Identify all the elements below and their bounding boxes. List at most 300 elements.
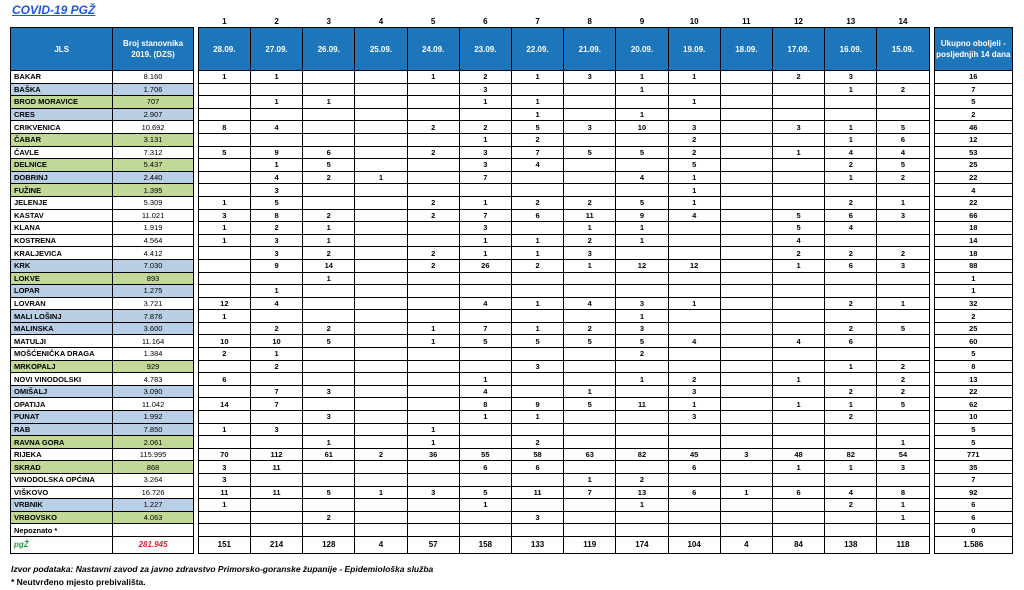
case-count xyxy=(355,259,407,272)
case-count: 3 xyxy=(564,247,616,260)
case-count: 1 xyxy=(877,511,929,524)
case-count xyxy=(772,322,824,335)
population-header: Broj stanovnika 2019. (DZS) xyxy=(113,28,193,71)
case-count: 5 xyxy=(303,159,355,172)
municipality-name: BAŠKA xyxy=(11,83,113,96)
case-count xyxy=(459,524,511,537)
case-count: 14 xyxy=(303,259,355,272)
case-count: 1 xyxy=(511,234,563,247)
case-count xyxy=(303,71,355,84)
case-count xyxy=(668,423,720,436)
case-count: 4 xyxy=(564,297,616,310)
case-count: 9 xyxy=(250,146,302,159)
municipality-name: SKRAD xyxy=(11,461,113,474)
case-count xyxy=(720,474,772,487)
case-count: 1 xyxy=(303,272,355,285)
municipality-name: KASTAV xyxy=(11,209,113,222)
population-value: 1.919 xyxy=(113,222,193,235)
municipality-name: MRKOPALJ xyxy=(11,360,113,373)
case-count: 9 xyxy=(250,259,302,272)
case-count: 6 xyxy=(825,335,877,348)
case-count xyxy=(564,285,616,298)
case-count xyxy=(616,184,668,197)
case-count xyxy=(772,423,824,436)
case-count xyxy=(250,108,302,121)
case-count xyxy=(355,499,407,512)
case-count xyxy=(355,146,407,159)
sum-population: 281.945 xyxy=(113,536,193,553)
total-count: 5 xyxy=(934,423,1012,436)
case-count xyxy=(198,524,250,537)
case-count: 5 xyxy=(459,335,511,348)
case-count: 5 xyxy=(877,322,929,335)
population-value: 1.384 xyxy=(113,348,193,361)
case-count: 4 xyxy=(772,234,824,247)
case-count xyxy=(616,159,668,172)
total-count: 5 xyxy=(934,348,1012,361)
case-count xyxy=(720,385,772,398)
case-count xyxy=(825,285,877,298)
case-count xyxy=(720,71,772,84)
table-row xyxy=(11,234,1013,247)
case-count xyxy=(250,133,302,146)
header-row xyxy=(11,28,1013,71)
case-count: 1 xyxy=(772,461,824,474)
population-value: 3.721 xyxy=(113,297,193,310)
case-count: 11 xyxy=(250,461,302,474)
day-number: 9 xyxy=(639,16,645,26)
case-count xyxy=(668,524,720,537)
case-count xyxy=(355,385,407,398)
table-row xyxy=(11,322,1013,335)
case-count: 2 xyxy=(616,474,668,487)
case-count: 3 xyxy=(198,209,250,222)
case-count xyxy=(877,285,929,298)
date-header: 24.09. xyxy=(407,28,459,71)
case-count xyxy=(198,360,250,373)
case-count xyxy=(825,373,877,386)
total-count: 5 xyxy=(934,436,1012,449)
case-count: 5 xyxy=(459,486,511,499)
day-number: 2 xyxy=(274,16,279,26)
case-count: 1 xyxy=(772,398,824,411)
case-count: 2 xyxy=(877,385,929,398)
case-count xyxy=(355,398,407,411)
case-count: 2 xyxy=(198,348,250,361)
case-count xyxy=(772,133,824,146)
case-count: 7 xyxy=(564,486,616,499)
municipality-name: MATULJI xyxy=(11,335,113,348)
sum-case-count: 4 xyxy=(355,536,407,553)
case-count xyxy=(355,285,407,298)
case-count: 1 xyxy=(250,348,302,361)
table-row xyxy=(11,146,1013,159)
population-value: 3.131 xyxy=(113,133,193,146)
population-value: 16.726 xyxy=(113,486,193,499)
total-count: 60 xyxy=(934,335,1012,348)
case-count: 1 xyxy=(877,436,929,449)
case-count xyxy=(564,511,616,524)
case-count xyxy=(720,423,772,436)
population-value: 3.264 xyxy=(113,474,193,487)
case-count: 5 xyxy=(772,222,824,235)
case-count: 4 xyxy=(772,335,824,348)
case-count: 1 xyxy=(720,486,772,499)
case-count: 9 xyxy=(616,209,668,222)
day-number: 1 xyxy=(222,16,227,26)
case-count: 10 xyxy=(250,335,302,348)
table-row xyxy=(11,171,1013,184)
table-row xyxy=(11,259,1013,272)
case-count: 2 xyxy=(407,259,459,272)
case-count xyxy=(407,133,459,146)
case-count xyxy=(407,373,459,386)
table-row xyxy=(11,247,1013,260)
case-count xyxy=(459,423,511,436)
municipality-name: LOPAR xyxy=(11,285,113,298)
sum-row xyxy=(11,536,1013,553)
total-count: 7 xyxy=(934,83,1012,96)
case-count: 2 xyxy=(825,385,877,398)
case-count: 1 xyxy=(407,71,459,84)
page-title: COVID-19 PGŽ xyxy=(12,3,96,17)
case-count xyxy=(877,96,929,109)
case-count xyxy=(720,436,772,449)
municipality-name: KRK xyxy=(11,259,113,272)
case-count xyxy=(355,423,407,436)
case-count xyxy=(303,373,355,386)
case-count: 1 xyxy=(564,474,616,487)
case-count: 82 xyxy=(825,448,877,461)
case-count xyxy=(355,184,407,197)
total-count: 14 xyxy=(934,234,1012,247)
case-count xyxy=(355,373,407,386)
case-count xyxy=(511,499,563,512)
case-count: 2 xyxy=(668,133,720,146)
day-number: 8 xyxy=(587,16,592,26)
case-count: 2 xyxy=(303,171,355,184)
case-count: 1 xyxy=(772,259,824,272)
case-count: 2 xyxy=(668,373,720,386)
case-count: 3 xyxy=(668,385,720,398)
case-count xyxy=(668,234,720,247)
case-count: 1 xyxy=(250,96,302,109)
case-count xyxy=(564,373,616,386)
case-count: 1 xyxy=(616,499,668,512)
table-row xyxy=(11,310,1013,323)
case-count: 2 xyxy=(825,159,877,172)
total-count: 35 xyxy=(934,461,1012,474)
case-count xyxy=(355,474,407,487)
population-value: 8.160 xyxy=(113,71,193,84)
case-count xyxy=(511,83,563,96)
case-count: 1 xyxy=(877,196,929,209)
case-count xyxy=(720,322,772,335)
case-count: 1 xyxy=(303,96,355,109)
case-count: 1 xyxy=(459,96,511,109)
case-count xyxy=(250,83,302,96)
case-count xyxy=(772,385,824,398)
population-value: 11.164 xyxy=(113,335,193,348)
case-count: 8 xyxy=(877,486,929,499)
case-count xyxy=(407,411,459,424)
case-count: 1 xyxy=(303,436,355,449)
case-count: 2 xyxy=(877,171,929,184)
municipality-name: KOSTRENA xyxy=(11,234,113,247)
case-count: 4 xyxy=(459,297,511,310)
municipality-name: OPATIJA xyxy=(11,398,113,411)
case-count: 1 xyxy=(511,411,563,424)
case-count xyxy=(564,184,616,197)
total-count: 16 xyxy=(934,71,1012,84)
case-count: 3 xyxy=(772,121,824,134)
case-count xyxy=(459,310,511,323)
case-count: 1 xyxy=(511,96,563,109)
table-row xyxy=(11,461,1013,474)
case-count xyxy=(668,499,720,512)
case-count: 12 xyxy=(668,259,720,272)
case-count xyxy=(720,234,772,247)
date-header: 23.09. xyxy=(459,28,511,71)
total-count: 25 xyxy=(934,159,1012,172)
case-count xyxy=(250,499,302,512)
case-count xyxy=(668,310,720,323)
case-count xyxy=(198,411,250,424)
date-header: 21.09. xyxy=(564,28,616,71)
case-count: 1 xyxy=(668,196,720,209)
case-count: 6 xyxy=(511,209,563,222)
total-count: 22 xyxy=(934,196,1012,209)
case-count: 1 xyxy=(355,171,407,184)
case-count: 2 xyxy=(564,322,616,335)
case-count: 4 xyxy=(825,222,877,235)
case-count xyxy=(198,133,250,146)
case-count: 11 xyxy=(564,209,616,222)
case-count xyxy=(772,285,824,298)
case-count: 55 xyxy=(459,448,511,461)
case-count xyxy=(668,272,720,285)
case-count xyxy=(355,247,407,260)
case-count xyxy=(564,272,616,285)
case-count: 2 xyxy=(511,133,563,146)
case-count: 2 xyxy=(877,83,929,96)
case-count xyxy=(564,159,616,172)
municipality-name: ČABAR xyxy=(11,133,113,146)
case-count xyxy=(198,285,250,298)
sum-case-count: 4 xyxy=(720,536,772,553)
case-count: 1 xyxy=(668,71,720,84)
case-count xyxy=(616,247,668,260)
table-row xyxy=(11,423,1013,436)
case-count xyxy=(825,272,877,285)
case-count xyxy=(303,184,355,197)
table-row xyxy=(11,184,1013,197)
case-count xyxy=(303,196,355,209)
population-value: 7.030 xyxy=(113,259,193,272)
case-count xyxy=(355,96,407,109)
case-count: 6 xyxy=(877,133,929,146)
case-count: 1 xyxy=(459,373,511,386)
population-value: 929 xyxy=(113,360,193,373)
population-value: 11.042 xyxy=(113,398,193,411)
case-count: 3 xyxy=(668,121,720,134)
sum-total: 1.586 xyxy=(934,536,1012,553)
case-count: 3 xyxy=(407,486,459,499)
case-count: 3 xyxy=(877,209,929,222)
case-count: 1 xyxy=(459,234,511,247)
case-count: 7 xyxy=(511,146,563,159)
case-count: 1 xyxy=(303,234,355,247)
case-count xyxy=(407,524,459,537)
table-row xyxy=(11,511,1013,524)
case-count: 2 xyxy=(407,121,459,134)
case-count: 3 xyxy=(303,411,355,424)
municipality-name: OMIŠALJ xyxy=(11,385,113,398)
case-count: 13 xyxy=(616,486,668,499)
case-count xyxy=(668,247,720,260)
case-count: 3 xyxy=(511,360,563,373)
case-count: 3 xyxy=(459,146,511,159)
case-count xyxy=(877,524,929,537)
case-count xyxy=(355,436,407,449)
case-count xyxy=(198,436,250,449)
case-count: 2 xyxy=(825,196,877,209)
case-count: 1 xyxy=(303,222,355,235)
case-count: 5 xyxy=(877,398,929,411)
case-count xyxy=(772,436,824,449)
case-count xyxy=(564,96,616,109)
case-count: 2 xyxy=(877,247,929,260)
case-count: 1 xyxy=(407,322,459,335)
case-count xyxy=(198,108,250,121)
case-count xyxy=(511,423,563,436)
case-count: 58 xyxy=(511,448,563,461)
municipality-name: BROD MORAVICE xyxy=(11,96,113,109)
total-count: 1 xyxy=(934,285,1012,298)
case-count xyxy=(198,247,250,260)
case-count: 4 xyxy=(459,385,511,398)
case-count: 3 xyxy=(720,448,772,461)
population-value: 1.992 xyxy=(113,411,193,424)
case-count: 5 xyxy=(303,486,355,499)
case-count xyxy=(407,171,459,184)
case-count: 1 xyxy=(616,71,668,84)
table-row xyxy=(11,448,1013,461)
case-count: 5 xyxy=(303,335,355,348)
case-count xyxy=(825,310,877,323)
case-count: 6 xyxy=(459,461,511,474)
date-header: 20.09. xyxy=(616,28,668,71)
sum-case-count: 138 xyxy=(825,536,877,553)
population-value: 2.061 xyxy=(113,436,193,449)
population-value: 7.876 xyxy=(113,310,193,323)
table-row xyxy=(11,335,1013,348)
total-count: 8 xyxy=(934,360,1012,373)
case-count: 63 xyxy=(564,448,616,461)
case-count: 1 xyxy=(459,196,511,209)
case-count: 2 xyxy=(825,247,877,260)
case-count xyxy=(772,474,824,487)
case-count xyxy=(459,184,511,197)
case-count xyxy=(720,297,772,310)
total-count: 13 xyxy=(934,373,1012,386)
case-count xyxy=(877,71,929,84)
case-count xyxy=(825,184,877,197)
case-count: 4 xyxy=(250,171,302,184)
case-count: 6 xyxy=(303,146,355,159)
total-count: 10 xyxy=(934,411,1012,424)
total-count: 12 xyxy=(934,133,1012,146)
case-count: 7 xyxy=(250,385,302,398)
case-count xyxy=(877,348,929,361)
municipality-name: FUŽINE xyxy=(11,184,113,197)
table-row xyxy=(11,436,1013,449)
case-count: 3 xyxy=(616,297,668,310)
case-count: 10 xyxy=(616,121,668,134)
case-count: 5 xyxy=(772,209,824,222)
case-count xyxy=(564,423,616,436)
case-count xyxy=(720,108,772,121)
case-count xyxy=(250,373,302,386)
case-count: 2 xyxy=(877,373,929,386)
case-count xyxy=(303,499,355,512)
case-count xyxy=(720,196,772,209)
case-count: 1 xyxy=(198,499,250,512)
case-count xyxy=(616,411,668,424)
population-value: 893 xyxy=(113,272,193,285)
case-count xyxy=(511,285,563,298)
case-count xyxy=(564,348,616,361)
total-count: 6 xyxy=(934,511,1012,524)
day-number: 6 xyxy=(483,16,488,26)
case-count xyxy=(250,272,302,285)
municipality-name: DELNICE xyxy=(11,159,113,172)
jls-header: JLS xyxy=(11,28,113,71)
case-count xyxy=(407,360,459,373)
case-count xyxy=(564,310,616,323)
case-count xyxy=(250,310,302,323)
case-count: 2 xyxy=(825,499,877,512)
case-count: 11 xyxy=(198,486,250,499)
case-count xyxy=(668,322,720,335)
municipality-name: CRIKVENICA xyxy=(11,121,113,134)
case-count: 3 xyxy=(877,259,929,272)
case-count: 12 xyxy=(198,297,250,310)
case-count: 1 xyxy=(198,71,250,84)
case-count: 4 xyxy=(250,297,302,310)
case-count xyxy=(511,348,563,361)
table-row xyxy=(11,486,1013,499)
case-count xyxy=(825,524,877,537)
case-count: 2 xyxy=(355,448,407,461)
case-count xyxy=(198,322,250,335)
case-count: 48 xyxy=(772,448,824,461)
case-count xyxy=(459,348,511,361)
case-count: 8 xyxy=(250,209,302,222)
day-number-row xyxy=(11,15,1013,28)
case-count xyxy=(616,511,668,524)
case-count: 4 xyxy=(668,209,720,222)
case-count xyxy=(303,133,355,146)
case-count: 10 xyxy=(198,335,250,348)
population-value: 7.312 xyxy=(113,146,193,159)
case-count: 1 xyxy=(877,499,929,512)
case-count: 11 xyxy=(250,486,302,499)
sum-case-count: 214 xyxy=(250,536,302,553)
case-count xyxy=(668,348,720,361)
total-count: 18 xyxy=(934,247,1012,260)
day-number: 3 xyxy=(326,16,331,26)
